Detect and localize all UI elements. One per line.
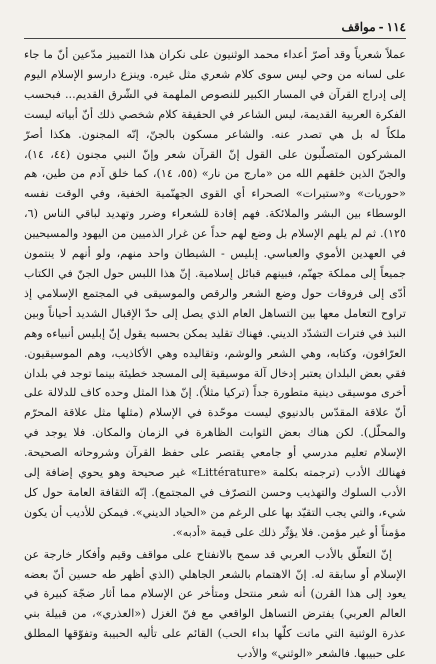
paragraph-1: عملاً شعرياً وقد أصرّ أعداء محمد الوثنيون على نكران هذا التمييز مدّعين أنّ ما جاء على لسانه من وحي ليس سوى كلام شعري مثل غيره. وينزع دارسو الإسلام اليوم إلى إدراج القرآن في المسار الكبير للنصوص الملهمة في الشّرق القديم... فبحسب الفكرة العربية القديمة، ليس الشاعر في الحقيقة كلام شخصي ذلك أنّ أبياته ليست ملكاً له بل هي تصدر عنه. والشاعر مسكون بالجنّ، إنّه المجنون. هكذا أصرّ المشركون المتصلّبون على القول إنّ القرآن شعر وإنّ النبي مجنون (٤٤، ١٤)، والجنّ الذين خلقهم الله من «مارج من نار» (٥٥، ١٤)، كما خلق آدم من طين، هم «حوريات» و«ستيرات» الصحراء أي القوى الجهنّمية الخفية، وفي الوقت نفسه الوسطاء بين البشر والملائكة. فهم إفادة للشعراء وضرر وتهديد لباقي الناس (٦، ١٢٥). ثم لم يلهم الإسلام بل وضع لهم حداً عن غرار الذميين من اليهود والمسيحيين في العهدين الأموي والعباسي. إبليس - الشيطان واحد منهم، ولو أنهم لا ينتمون جميعاً إلى مملكة جهنّم، فبينهم قبائل إسلامية. إنّ هذا اللبس حول الجنّ في الكتاب أدّى إلى فروقات حول وضع الشعر والرقص والموسيقى في المجتمع الإسلامي إذ تراوح التعامل معها بين التساهل العام الذي يصل إلى حدّ الإقبال الشديد أحياناً وبين النبذ في فترات التشدّد الديني. فهناك تقليد يمكن بحسبه يقول إنّ إبليس أنبياءه وهم العرّافون، وكتابه، وهي الشعر والوشم، وتقاليده وهي الأكاذيب، وهم الموسيقيون. فقي بعض البلدان يعتبر إدخال آلة موسيقية إلى المسجد خطيئة بينما توجد في بلدان أخرى موسيقى دينية متطورة جداً (تركيا مثلاً). إنّ هذا المثل وحده كاف للدلالة على أنّ علاقة المقدّس بالدنيوي ليست موحّدة في الإسلام (مثلها مثل علاقة المحرّم والمحلّل). لكن هناك بعض الثوابت الظاهرة في الزمان والمكان. فلا يوجد في الإسلام تعليم مدرسي أو جامعي يقتصر على حفظ القرآن وشروحاته الصحيحة. فهنالك الأدب (ترجمته بكلمة «Littérature» غير صحيحة وهو يحوي إضافة إلى الأدب السلوك والتهذيب وحسن التصرّف في المجتمع). إنّه الثقافة العامة حول كل شيء، والتي يجب التقيّد بها على الرغم من «الحياد الديني». فيمكن للأديب أن يكون مؤمناً أو غير مؤمن. فلا يؤثّر ذلك على قيمة «أدبه». <box>24 48 407 539</box>
running-title: مواقف <box>341 20 376 34</box>
header-rule <box>24 38 406 39</box>
page-number: ١١٤ <box>386 20 406 34</box>
running-header <box>24 18 406 36</box>
paragraph-2: إنّ التعلّق بالأدب العربي قد سمح بالانفتاح على مواقف وقيم وأفكار خارجة عن الإسلام أو سابقة له. إنّ الاهتمام بالشعر الجاهلي (الذي أظهر طه حسين أنّ بعضه يعود إلى هذا القرن) أنه شعر منتحل ومتأخر عن الإسلام مما أثار ضجّة كبيرة في العالم العربي) يفترض التساهل الواقعي مع فنّ الغزل («العذري»، من قبيلة بني عذرة الوثنية التي ماتت كلّها بداء الحب) القائم على تأليه الحبيبة وتفوّقها المطلق على حبيبها. فالشعر «الوثني» والأدب <box>24 547 406 661</box>
header-separator: - <box>378 20 384 34</box>
page-body <box>24 45 406 664</box>
